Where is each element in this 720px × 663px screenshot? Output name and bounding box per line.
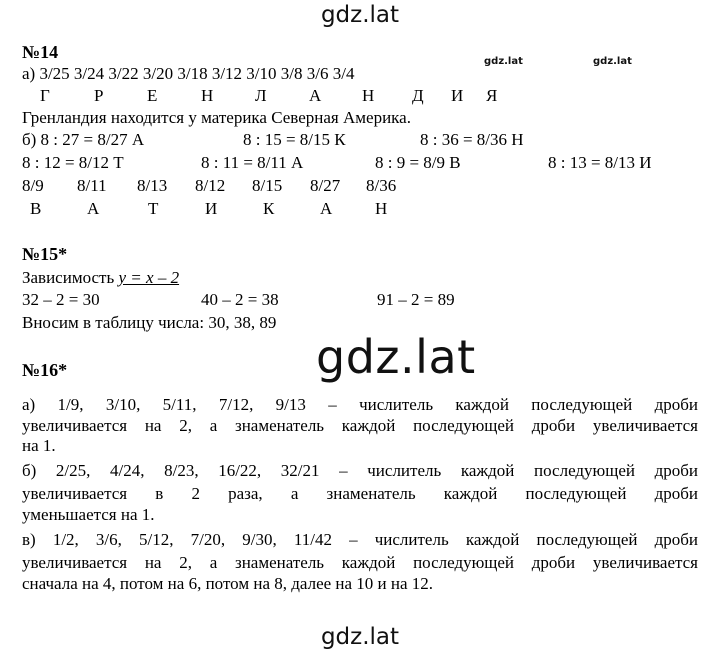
task14-b-item: 8 : 13 = 8/13 И bbox=[548, 153, 652, 172]
watermark-bottom: gdz.lat bbox=[320, 624, 400, 650]
fraction: 8/27 bbox=[310, 176, 341, 195]
letter: А bbox=[87, 199, 100, 218]
task14-b-item: 8 : 11 = 8/11 А bbox=[201, 153, 304, 172]
letter: Т bbox=[148, 199, 159, 218]
task14-b-item: 8 : 15 = 8/15 К bbox=[243, 130, 346, 149]
letter: К bbox=[263, 199, 275, 218]
task16-c-line: в) 1/2, 3/6, 5/12, 7/20, 9/30, 11/42 – числитель каждой последующей дроби bbox=[22, 530, 698, 549]
task16-a-line: увеличивается на 2, а знаменатель каждой последующей дроби увеличивается bbox=[22, 416, 698, 435]
task16-b-line: б) 2/25, 4/24, 8/23, 16/22, 32/21 – числитель каждой последующей дроби bbox=[22, 461, 698, 480]
task15-title: №15* bbox=[22, 244, 68, 264]
letter: В bbox=[30, 199, 42, 218]
task14-b-item: б) 8 : 27 = 8/27 А bbox=[22, 130, 145, 149]
task14-a-fractions: а) 3/25 3/24 3/22 3/20 3/18 3/12 3/10 3/8 3/6 3/4 bbox=[22, 64, 355, 83]
task16-b-last: уменьшается на 1. bbox=[22, 505, 155, 524]
task14-b-item: 8 : 9 = 8/9 В bbox=[375, 153, 461, 172]
watermark-center: gdz.lat bbox=[316, 330, 476, 384]
task16-c-last: сначала на 4, потом на 6, потом на 8, далее на 10 и на 12. bbox=[22, 574, 434, 593]
fraction: 8/12 bbox=[195, 176, 226, 195]
task15-calc: 32 – 2 = 30 bbox=[22, 290, 100, 309]
task15-calc: 40 – 2 = 38 bbox=[201, 290, 279, 309]
task16-a-last: на 1. bbox=[22, 436, 56, 455]
letter: И bbox=[205, 199, 218, 218]
fraction: 8/15 bbox=[252, 176, 283, 195]
watermark-top: gdz.lat bbox=[320, 2, 400, 28]
task14-b-item: 8 : 12 = 8/12 Т bbox=[22, 153, 124, 172]
task15-answer: Вносим в таблицу числа: 30, 38, 89 bbox=[22, 313, 277, 332]
watermark-small-2: gdz.lat bbox=[593, 56, 632, 67]
letter: А bbox=[320, 199, 333, 218]
task14-b-item: 8 : 36 = 8/36 Н bbox=[420, 130, 524, 149]
task16-b-line: увеличивается в 2 раза, а знаменатель каждой последующей дроби bbox=[22, 484, 698, 503]
task15-dependency bbox=[22, 268, 179, 288]
dependency-formula: y = x – 2 bbox=[118, 268, 180, 287]
fraction: 8/11 bbox=[77, 176, 107, 195]
letter: Я bbox=[486, 86, 498, 105]
task16-title: №16* bbox=[22, 360, 68, 380]
letter: И bbox=[451, 86, 464, 105]
task14-a-answer: Гренландия находится у материка Северная Америка. bbox=[22, 108, 411, 127]
fraction: 8/13 bbox=[137, 176, 168, 195]
letter: Д bbox=[412, 86, 424, 105]
task15-calc: 91 – 2 = 89 bbox=[377, 290, 455, 309]
letter: Е bbox=[147, 86, 158, 105]
task16-c-line: увеличивается на 2, а знаменатель каждой последующей дроби увеличивается bbox=[22, 553, 698, 572]
task16-a-line: а) 1/9, 3/10, 5/11, 7/12, 9/13 – числитель каждой последующей дроби bbox=[22, 395, 698, 414]
letter: Л bbox=[255, 86, 267, 105]
letter: Р bbox=[94, 86, 104, 105]
letter: Н bbox=[362, 86, 375, 105]
watermark-small-1: gdz.lat bbox=[484, 56, 523, 67]
letter: Н bbox=[375, 199, 388, 218]
dependency-label: Зависимость bbox=[22, 268, 119, 287]
fraction: 8/9 bbox=[22, 176, 44, 195]
fraction: 8/36 bbox=[366, 176, 397, 195]
task14-title: №14 bbox=[22, 42, 59, 62]
letter: Н bbox=[201, 86, 214, 105]
letter: А bbox=[309, 86, 322, 105]
letter: Г bbox=[40, 86, 50, 105]
